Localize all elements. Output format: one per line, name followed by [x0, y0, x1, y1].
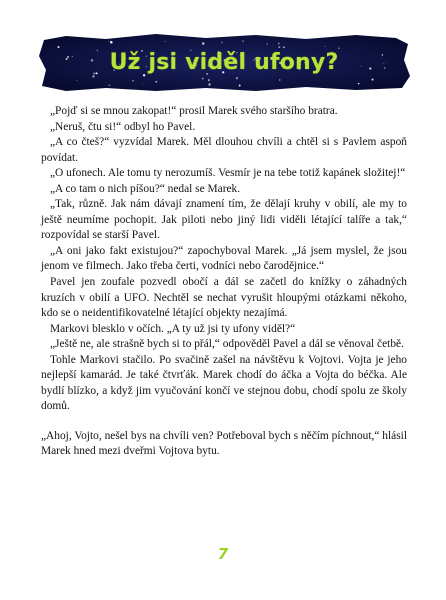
paragraph: Markovi blesklo v očích. „A ty už jsi ty ufony viděl?“ [50, 322, 296, 335]
chapter-text [41, 104, 407, 460]
paragraph: „Ahoj, Vojto, nešel bys na chvíli ven? Potřeboval bych s něčím píchnout,“ hlásil Marek hned mezi dveřmi Vojtova bytu. [41, 429, 407, 458]
paragraph: Pavel jen zoufale pozvedl obočí a dál se začetl do knížky o záhadných kruzích v obilí a UFO. Nechtěl se nechat vyrušit hloupými otázkami někoho, kdo se o neidentifikovatelné létající objekty nezajímá. [41, 276, 407, 320]
paragraph: „Ještě ne, ale strašně bych si to přál,“ odpověděl Pavel a dál se věnoval četbě. [50, 338, 404, 351]
chapter-title: Už jsi viděl ufony? [109, 49, 339, 75]
paragraph: „Neruš, čtu si!“ odbyl ho Pavel. [50, 120, 196, 133]
page-number: 7 [217, 545, 229, 563]
paragraph: „A co čteš?“ vyzvídal Marek. Měl dlouhou chvíli a chtěl si s Pavlem aspoň povídat. [41, 136, 407, 164]
paragraph: „Tak, různě. Jak nám dávají znamení tím, že dělají kruhy v obilí, ale my to ještě neumíme pochopit. Jak piloti nebo jiný lidi viděli létající talíře a tak,“ rozpovídal se starší Pavel. [41, 198, 407, 242]
paragraph: „A co tam o nich píšou?“ nedal se Marek. [50, 182, 241, 195]
paragraph: „A oni jako fakt existujou?“ zapochyboval Marek. „Já jsem myslel, že jsou jenom ve filmech. Jako třeba čerti, vodníci nebo čarodějnice.“ [41, 244, 407, 273]
paragraph: Tohle Markovi stačilo. Po svačině zašel na návštěvu k Vojtovi. Vojta je jeho nejlepší kamarád. Je také čtvrťák. Marek chodí do áčka a Vojta do béčka. Ale bydlí blízko, a když jim vyučování končí ve stejnou dobu, chodí spolu ze školy domů. [41, 353, 407, 413]
paragraph: „Pojď si se mnou zakopat!“ prosil Marek svého staršího bratra. [50, 105, 338, 117]
chapter-title-banner [36, 30, 412, 94]
paragraph: „O ufonech. Ale tomu ty nerozumíš. Vesmír je na tebe totiž kapánek složitej!“ [50, 167, 406, 180]
